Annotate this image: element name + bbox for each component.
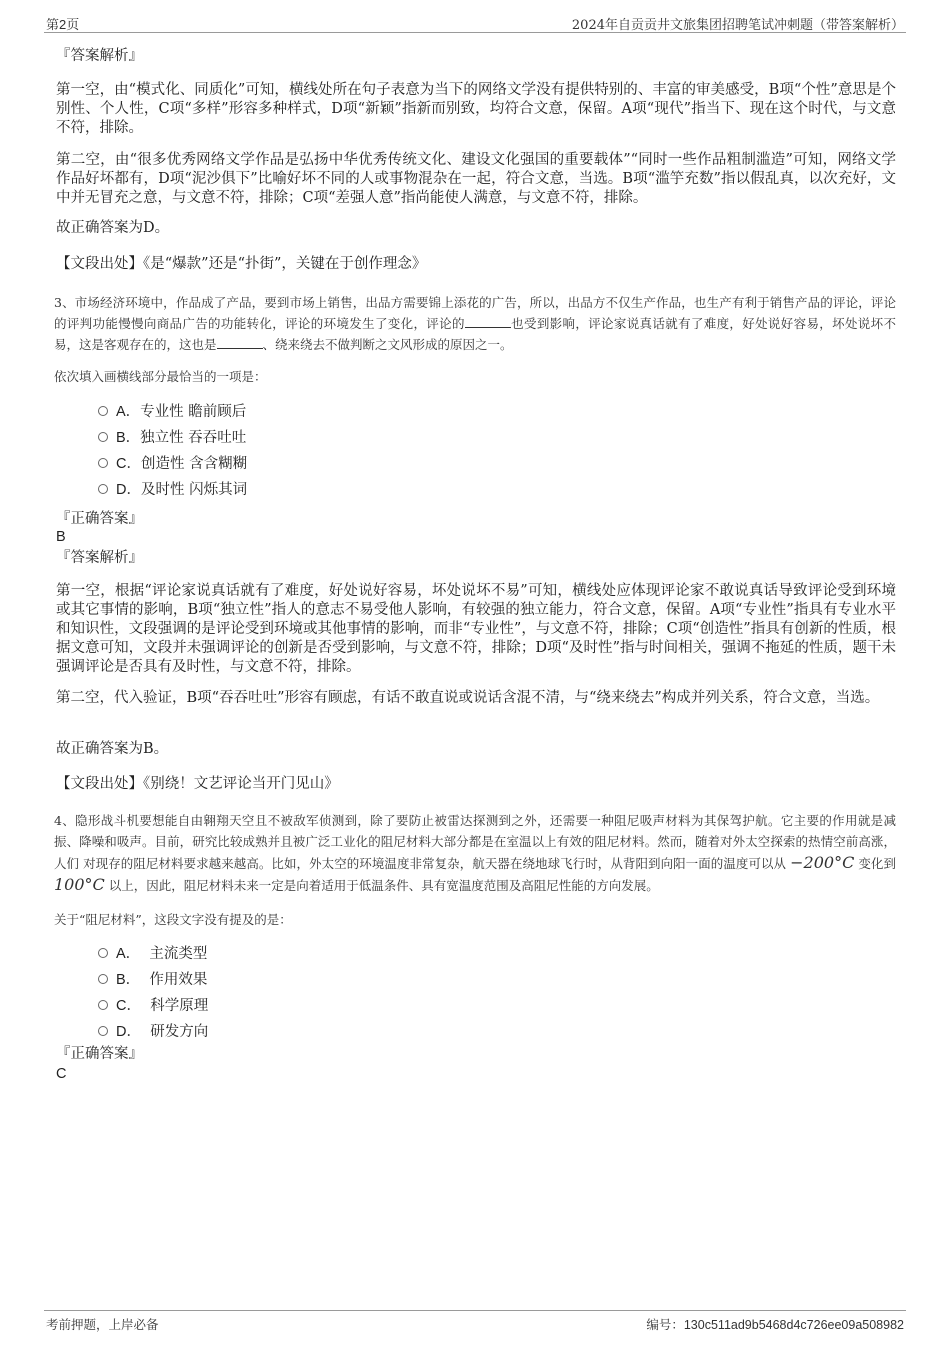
q4-option-a[interactable]: A． 主流类型: [98, 944, 207, 964]
radio-icon[interactable]: [98, 484, 108, 494]
temperature-high: 100°C: [54, 875, 105, 894]
radio-icon[interactable]: [98, 1000, 108, 1010]
footer-slogan: 考前押题，上岸必备: [46, 1317, 159, 1332]
q2-analysis-label: 『答案解析』: [56, 48, 143, 64]
radio-icon[interactable]: [98, 948, 108, 958]
q4-option-c[interactable]: C． 科学原理: [98, 996, 208, 1016]
radio-icon[interactable]: [98, 974, 108, 984]
q3-answer-label: 『正确答案』: [56, 511, 143, 527]
radio-icon[interactable]: [98, 432, 108, 442]
q3-analysis-paragraph-1: 第一空，根据“评论家说真话就有了难度，好处说好容易，坏处说坏不易”可知，横线处应体现评论家不敢说真话导致评论受到环境或其它事情的影响，B项“独立性”指人的意志不易受他人影响，有较强的独立能力，符合文意，保留。A项“专业性”指具有专业水平和知识性，文段强调的是评论受到环境或其他事情的影响，而非“专业性”，与文意不符，排除；C项“创造性”指具有创新的性质，根据文意可知，文段并未强调评论的创新是否受到影响，与文意不符，排除；D项“及时性”指与时间相关，强调不拖延的性质，题干未强调评论是否具有及时性，与文意不符，排除。: [56, 583, 896, 675]
temperature-low: −200°C: [790, 853, 855, 872]
page-footer: [44, 1310, 906, 1335]
q4-option-d[interactable]: D． 研发方向: [98, 1022, 208, 1042]
q3-stem: 3、市场经济环境中，作品成了产品，要到市场上销售，出品方需要锦上添花的广告，所以，出品方不仅生产作品，也生产有利于销售产品的评论，评论的评判功能慢慢向商品广告的功能转化，评论的环境发生了变化，评论的 也受到影响，评论家说真话就有了难度，好处说好容易，坏处说坏不易，这是客观存在的，这也是 、绕来绕去不做判断之文风形成的原因之一。: [54, 295, 896, 352]
page-number: 第2页: [46, 17, 80, 32]
q4-ask: 关于“阻尼材料”，这段文字没有提及的是：: [54, 912, 292, 927]
radio-icon[interactable]: [98, 406, 108, 416]
q3-conclusion: 故正确答案为B。: [56, 741, 169, 757]
q2-analysis-paragraph-1: 第一空，由“模式化、同质化”可知，横线处所在句子表意为当下的网络文学没有提供特别的、丰富的审美感受，B项“个性”意思是个别性、个人性，C项“多样”形容多种样式，D项“新颖”指新而别致，均符合文意，保留。A项“现代”指当下、现在这个时代，与文意不符，排除。: [56, 82, 896, 136]
radio-icon[interactable]: [98, 458, 108, 468]
q3-analysis-paragraph-2: 第二空，代入验证，B项“吞吞吐吐”形容有顾虑，有话不敢直说或说话含混不清，与“绕来绕去”构成并列关系，符合文意，当选。: [56, 690, 880, 706]
blank-1: [465, 315, 511, 328]
page-header: [44, 12, 906, 33]
q3-option-b[interactable]: B．独立性 吞吞吐吐: [98, 428, 246, 448]
radio-icon[interactable]: [98, 1026, 108, 1036]
q3-option-a[interactable]: A．专业性 瞻前顾后: [98, 402, 246, 422]
document-serial: 编号：130c511ad9b5468d4c726ee09a508982: [646, 1318, 904, 1332]
q4-answer-label: 『正确答案』: [56, 1046, 143, 1062]
q4-answer: C: [56, 1066, 67, 1082]
q3-option-c[interactable]: C．创造性 含含糊糊: [98, 454, 247, 474]
q3-ask: 依次填入画横线部分最恰当的一项是：: [54, 369, 267, 384]
q3-option-d[interactable]: D．及时性 闪烁其词: [98, 480, 247, 500]
document-title: 2024年自贡贡井文旅集团招聘笔试冲刺题（带答案解析）: [571, 18, 904, 33]
q3-analysis-label: 『答案解析』: [56, 550, 143, 566]
q4-stem: 4、隐形战斗机要想能自由翱翔天空且不被敌军侦测到，除了要防止被雷达探测到之外，还需要一种阻尼吸声材料为其保驾护航。它主要的作用就是减振、降噪和吸声。目前，研究比较成熟并且被广泛工业化的阻尼材料大部分都是在室温以上有效的阻尼材料。然而，随着对外太空探索的热情空前高涨， 人们 对现存的阻尼材料要求越来越高。比如，外太空的环境温度非常复杂，航天器在绕地球飞行时，从背阳到向阳一面的温度可以从 −200°C 变化到 100°C 以上，因此，阻尼材料未来一定是向着适用于低温条件、具有宽温度范围及高阻尼性能的方向发展。: [54, 813, 896, 894]
q2-conclusion: 故正确答案为D。: [56, 220, 170, 236]
q4-option-b[interactable]: B． 作用效果: [98, 970, 207, 990]
q3-source: 【文段出处】《别绕！文艺评论当开门见山》: [56, 776, 339, 792]
q2-source: 【文段出处】《是“爆款”还是“扑街”，关键在于创作理念》: [56, 256, 427, 272]
q2-analysis-paragraph-2: 第二空，由“很多优秀网络文学作品是弘扬中华优秀传统文化、建设文化强国的重要载体”“同时一些作品粗制滥造”可知，网络文学作品好坏都有，D项“泥沙俱下”比喻好坏不同的人或事物混杂在一起，符合文意，当选。B项“滥竽充数”指以假乱真，以次充好，文中并无冒充之意，与文意不符，排除；C项“差强人意”指尚能使人满意，与文意不符，排除。: [56, 152, 896, 206]
blank-2: [217, 336, 263, 349]
q3-answer: B: [56, 529, 66, 545]
